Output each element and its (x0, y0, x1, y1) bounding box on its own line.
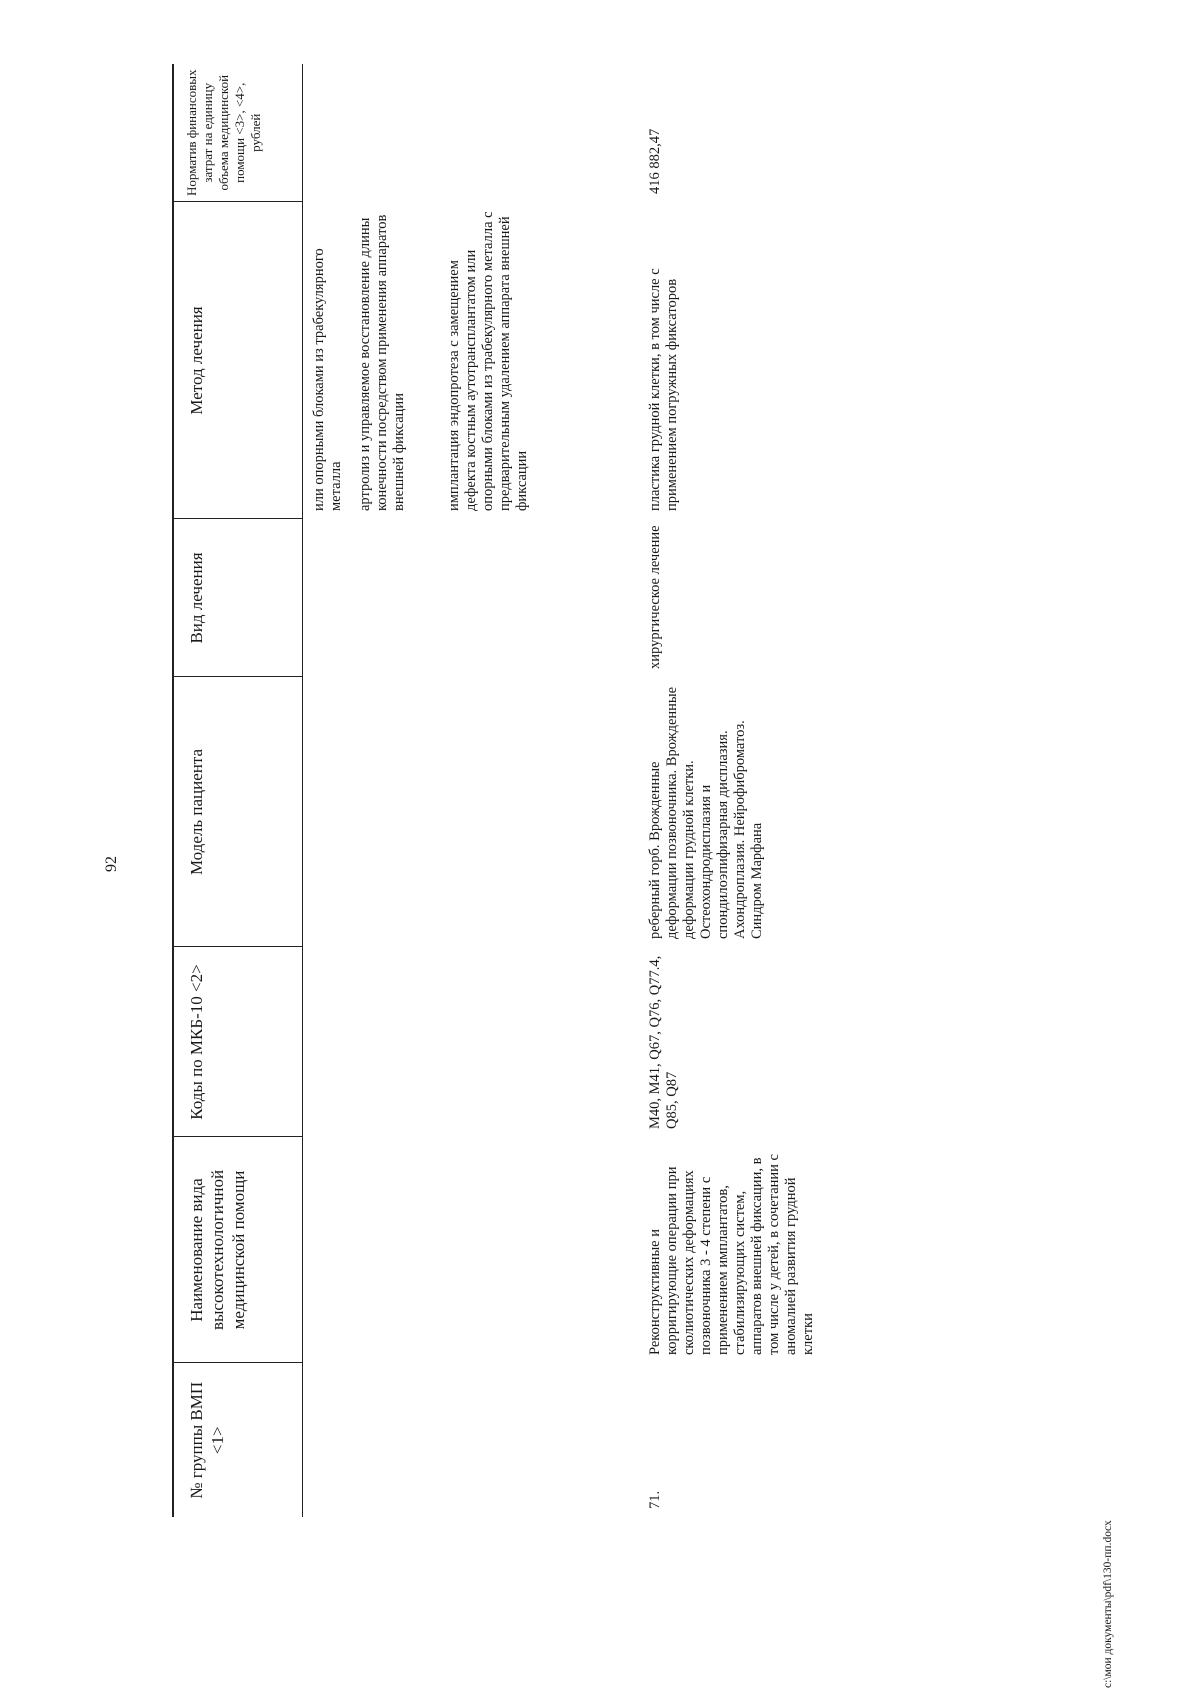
cell-empty (302, 947, 639, 1137)
table-row-continuation (302, 64, 639, 1517)
table-header-row (173, 64, 302, 1517)
header-vmp-name: Наименование вида высокотехнологичной медицинской помощи (173, 1137, 302, 1363)
header-cost-norm: Норматив финансовых затрат на единицу объема медицинской помощи <3>, <4>, рублей (173, 64, 302, 202)
table-row-71 (639, 64, 825, 1517)
cell-cost-norm: 416 882,47 (646, 128, 663, 194)
header-treatment-method: Метод лечения (173, 202, 302, 519)
footer-file-path: c:\мои документы\pdf\130-пп.docx (1102, 1520, 1114, 1688)
method-text: артролиз и управляемое восстановление длины конечности посредством применения аппаратов внешней фиксации (356, 214, 407, 511)
cell-treatment-method: пластика грудной клетки, в том числе с применением погружных фиксаторов (646, 268, 680, 511)
rotated-table-container (172, 64, 1200, 1517)
header-patient-model: Модель пациента (173, 677, 302, 947)
cell-empty (302, 677, 639, 947)
cell-empty (302, 64, 639, 202)
cell-empty (302, 519, 639, 677)
cell-group-number: 71. (646, 1490, 663, 1509)
cell-empty (302, 1363, 639, 1517)
cell-continuation-methods (302, 202, 639, 519)
method-text: или опорными блоками из трабекулярного металла (310, 248, 344, 511)
header-group-number: № группы ВМП <1> (173, 1363, 302, 1517)
page-number: 92 (103, 856, 120, 872)
cell-empty (302, 1137, 639, 1363)
header-icd-codes: Коды по МКБ-10 <2> (173, 947, 302, 1137)
cell-vmp-name: Реконструктивные и корригирующие операции при сколиотических деформациях позвоночника 3 - 4 степени с применением имплантатов, стабилизирующих систем, аппаратов внешней фиксации, в том числе у детей, в сочетании с аномалией развития грудной клетки (646, 1154, 816, 1355)
header-treatment-type: Вид лечения (173, 519, 302, 677)
cell-icd-codes: M40, M41, Q67, Q76, Q77.4, Q85, Q87 (646, 955, 680, 1129)
vmp-table (172, 64, 825, 1517)
method-text: имплантация эндопротеза с замещением дефекта костным аутотрансплантатом или опорными блоками из трабекулярного металла с предварительным удалением аппарата внешней фиксации (445, 211, 530, 511)
cell-patient-model: реберный горб. Врожденные деформации позвоночника. Врожденные деформации грудной клетки. Остеохондродисплазия и спондилоэпифизарная дисплазия. Ахондроплазия. Нейрофиброматоз. Синдром Марфана (646, 686, 765, 939)
cell-treatment-type: хирургическое лечение (646, 525, 663, 669)
